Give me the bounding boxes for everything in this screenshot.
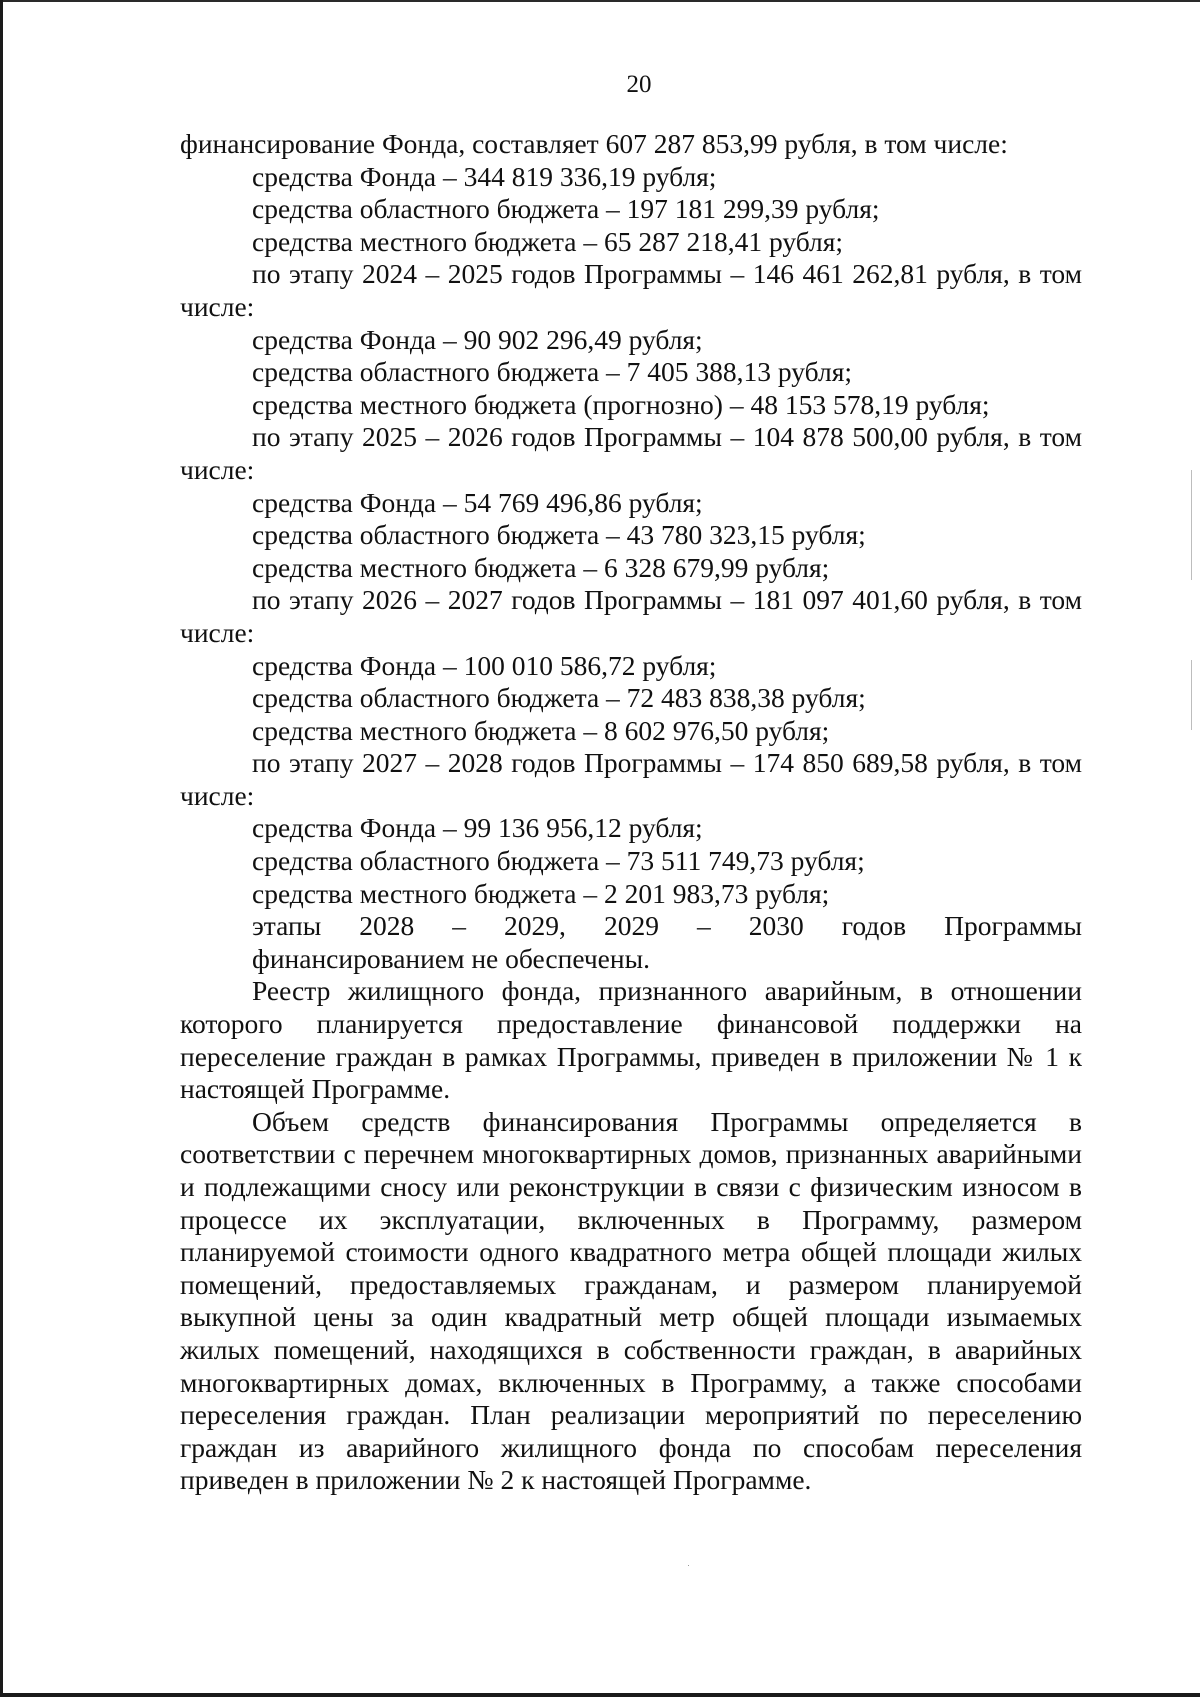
funding-line: средства Фонда – 100 010 586,72 рубля; [252, 649, 717, 681]
funding-line: средства местного бюджета (прогнозно) – 48 153 578,19 рубля; [252, 388, 990, 420]
page-crease-mark [1191, 660, 1192, 730]
document-body [180, 128, 1082, 1497]
funding-line: средства Фонда – 99 136 956,12 рубля; [252, 812, 703, 844]
unfunded-stages-line: этапы 2028 – 2029, 2029 – 2030 годов Программы [252, 910, 1082, 942]
funding-line: средства Фонда – 90 902 296,49 рубля; [252, 323, 703, 355]
scan-edge-left [0, 0, 3, 1697]
page-crease-mark [1191, 470, 1192, 580]
paragraph: финансирование Фонда, составляет 607 287 853,99 рубля, в том числе: [180, 128, 1008, 159]
funding-line: средства Фонда – 344 819 336,19 рубля; [252, 160, 717, 192]
funding-line: средства местного бюджета – 65 287 218,41 рубля; [252, 225, 844, 257]
stage-paragraph: по этапу 2026 – 2027 годов Программы – 181 097 401,60 рубля, в том числе: [180, 584, 1082, 648]
stage-paragraph: по этапу 2027 – 2028 годов Программы – 174 850 689,58 рубля, в том числе: [180, 747, 1082, 811]
scan-edge-bottom [0, 1693, 1200, 1697]
funding-line: средства местного бюджета – 6 328 679,99 рубля; [252, 551, 830, 583]
stage-paragraph: по этапу 2025 – 2026 годов Программы – 104 878 500,00 рубля, в том числе: [180, 421, 1082, 485]
page-number: 20 [626, 71, 652, 98]
funding-line: средства местного бюджета – 2 201 983,73 рубля; [252, 877, 830, 909]
financing-volume-paragraph: Объем средств финансирования Программы определяется в соответствии с перечнем многоквартирных домов, признанных аварийными и подлежащими сносу или реконструкции в связи с физическим износом в процессе их эксплуатации, включенных в Программу, размером планируемой стоимости одного квадратного метра общей площади жилых помещений, предоставляемых гражданам, и размером планируемой выкупной цены за один квадратный метр общей площади изымаемых жилых помещений, находящихся в собственности граждан, в аварийных многоквартирных домах, включенных в Программу, а также способами переселения граждан. План реализации мероприятий по переселению граждан из аварийного жилищного фонда по способам переселения приведен в приложении № 2 к настоящей Программе. [180, 1105, 1082, 1496]
scan-edge-top [0, 0, 1200, 2]
funding-line: средства областного бюджета – 7 405 388,13 рубля; [252, 356, 852, 388]
unfunded-stages-line: финансированием не обеспечены. [252, 942, 650, 974]
funding-line: средства областного бюджета – 197 181 299,39 рубля; [252, 193, 880, 225]
funding-line: средства областного бюджета – 43 780 323,15 рубля; [252, 519, 866, 551]
scan-speck [688, 1565, 689, 1566]
stage-paragraph: по этапу 2024 – 2025 годов Программы – 146 461 262,81 рубля, в том числе: [180, 258, 1082, 322]
funding-line: средства областного бюджета – 73 511 749,73 рубля; [252, 845, 865, 877]
funding-line: средства местного бюджета – 8 602 976,50 рубля; [252, 714, 830, 746]
registry-paragraph: Реестр жилищного фонда, признанного аварийным, в отношении которого планируется предоставление финансовой поддержки на переселение граждан в рамках Программы, приведен в приложении № 1 к настоящей Программе. [180, 975, 1082, 1105]
funding-line: средства областного бюджета – 72 483 838,38 рубля; [252, 682, 866, 714]
funding-line: средства Фонда – 54 769 496,86 рубля; [252, 486, 703, 518]
